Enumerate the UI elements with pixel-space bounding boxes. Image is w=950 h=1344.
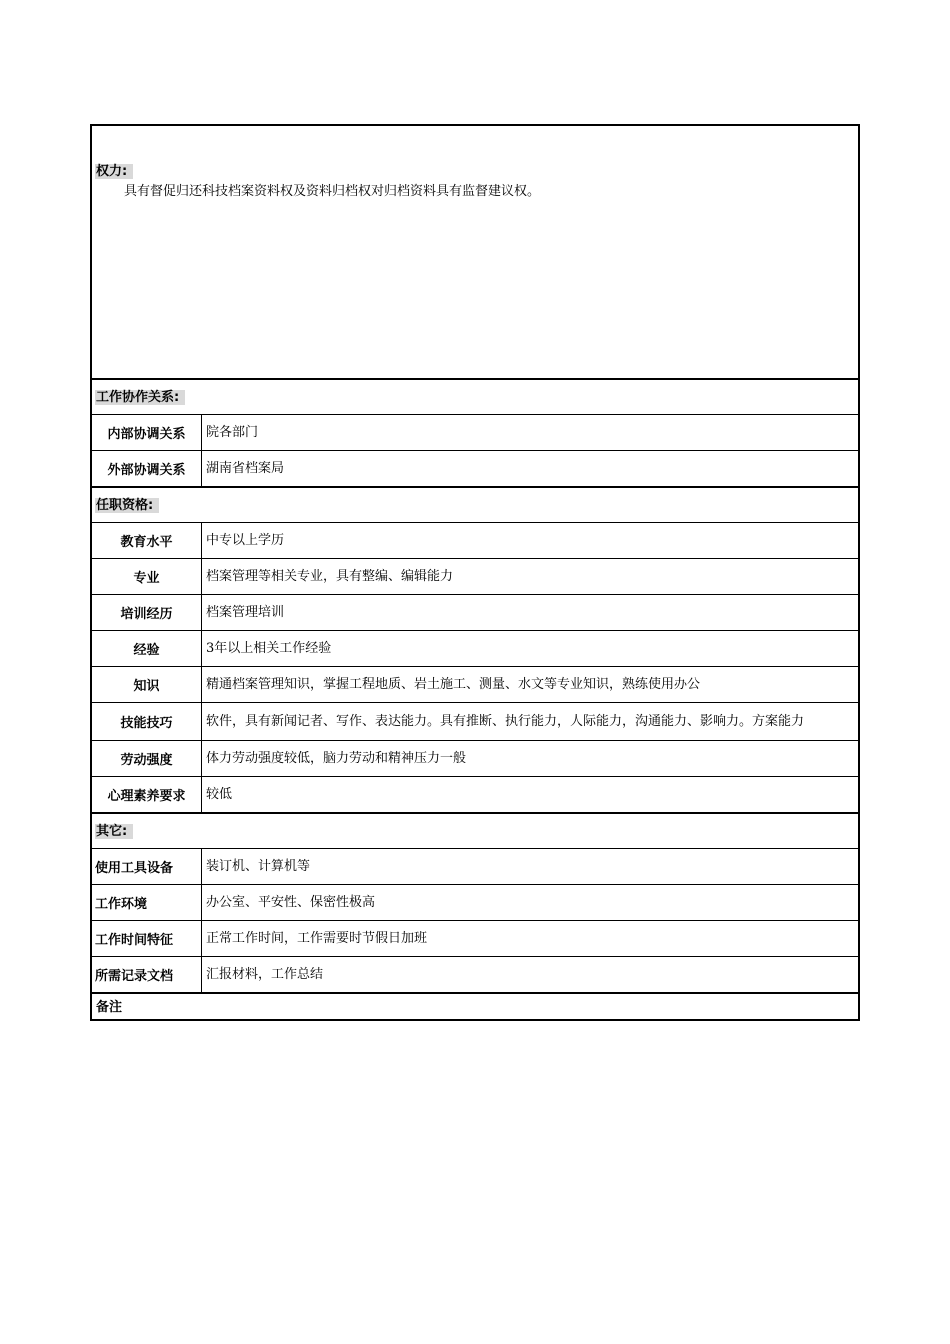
job-description-table xyxy=(90,124,860,1021)
collaboration-title: 工作协作关系: xyxy=(95,390,185,405)
row-label: 专业 xyxy=(92,559,202,594)
row-label: 所需记录文档 xyxy=(92,957,202,992)
row-value: 办公室、平安性、保密性极高 xyxy=(206,894,376,910)
row-value: 软件，具有新闻记者、写作、表达能力。具有推断、执行能力，人际能力，沟通能力、影响力。方案能力 xyxy=(206,713,805,729)
qualification-header xyxy=(92,488,858,522)
row-value: 中专以上学历 xyxy=(206,532,285,548)
row-value: 较低 xyxy=(206,786,233,802)
row-label: 使用工具设备 xyxy=(92,849,202,884)
table-row xyxy=(92,558,858,594)
row-value: 档案管理培训 xyxy=(206,604,285,620)
table-row xyxy=(92,740,858,776)
row-value: 精通档案管理知识，掌握工程地质、岩土施工、测量、水文等专业知识，熟练使用办公 xyxy=(206,676,701,692)
table-row xyxy=(92,522,858,558)
power-section xyxy=(92,126,858,379)
row-value: 湖南省档案局 xyxy=(206,460,285,476)
table-row xyxy=(92,884,858,920)
row-label: 技能技巧 xyxy=(92,703,202,740)
table-row xyxy=(92,414,858,450)
row-value: 装订机、计算机等 xyxy=(206,858,311,874)
table-row xyxy=(92,450,858,486)
row-value: 院各部门 xyxy=(206,424,259,440)
row-label: 工作时间特征 xyxy=(92,921,202,956)
row-label: 教育水平 xyxy=(92,523,202,558)
table-row xyxy=(92,666,858,702)
row-value: 体力劳动强度较低，脑力劳动和精神压力一般 xyxy=(206,750,467,766)
table-row xyxy=(92,776,858,812)
row-label: 经验 xyxy=(92,631,202,666)
other-title: 其它: xyxy=(95,824,133,839)
table-row xyxy=(92,594,858,630)
table-row xyxy=(92,630,858,666)
other-header xyxy=(92,814,858,848)
row-label: 培训经历 xyxy=(92,595,202,630)
qualification-title: 任职资格: xyxy=(95,498,159,513)
table-row xyxy=(92,920,858,956)
row-label: 知识 xyxy=(92,667,202,702)
row-label: 劳动强度 xyxy=(92,741,202,776)
remarks-title: 备注 xyxy=(96,1000,123,1015)
table-row xyxy=(92,956,858,992)
row-label: 心理素养要求 xyxy=(92,777,202,812)
row-value: 3年以上相关工作经验 xyxy=(206,640,332,656)
row-value: 档案管理等相关专业，具有整编、编辑能力 xyxy=(206,568,454,584)
row-value: 正常工作时间，工作需要时节假日加班 xyxy=(206,930,428,946)
collaboration-header xyxy=(92,380,858,414)
power-title: 权力: xyxy=(95,164,133,179)
row-label: 工作环境 xyxy=(92,885,202,920)
row-label: 外部协调关系 xyxy=(92,451,202,486)
power-text: 具有督促归还科技档案资料权及资料归档权对归档资料具有监督建议权。 xyxy=(124,184,541,199)
row-value: 汇报材料，工作总结 xyxy=(206,966,324,982)
remarks-section xyxy=(92,994,858,1019)
table-row xyxy=(92,848,858,884)
table-row xyxy=(92,702,858,740)
row-label: 内部协调关系 xyxy=(92,415,202,450)
